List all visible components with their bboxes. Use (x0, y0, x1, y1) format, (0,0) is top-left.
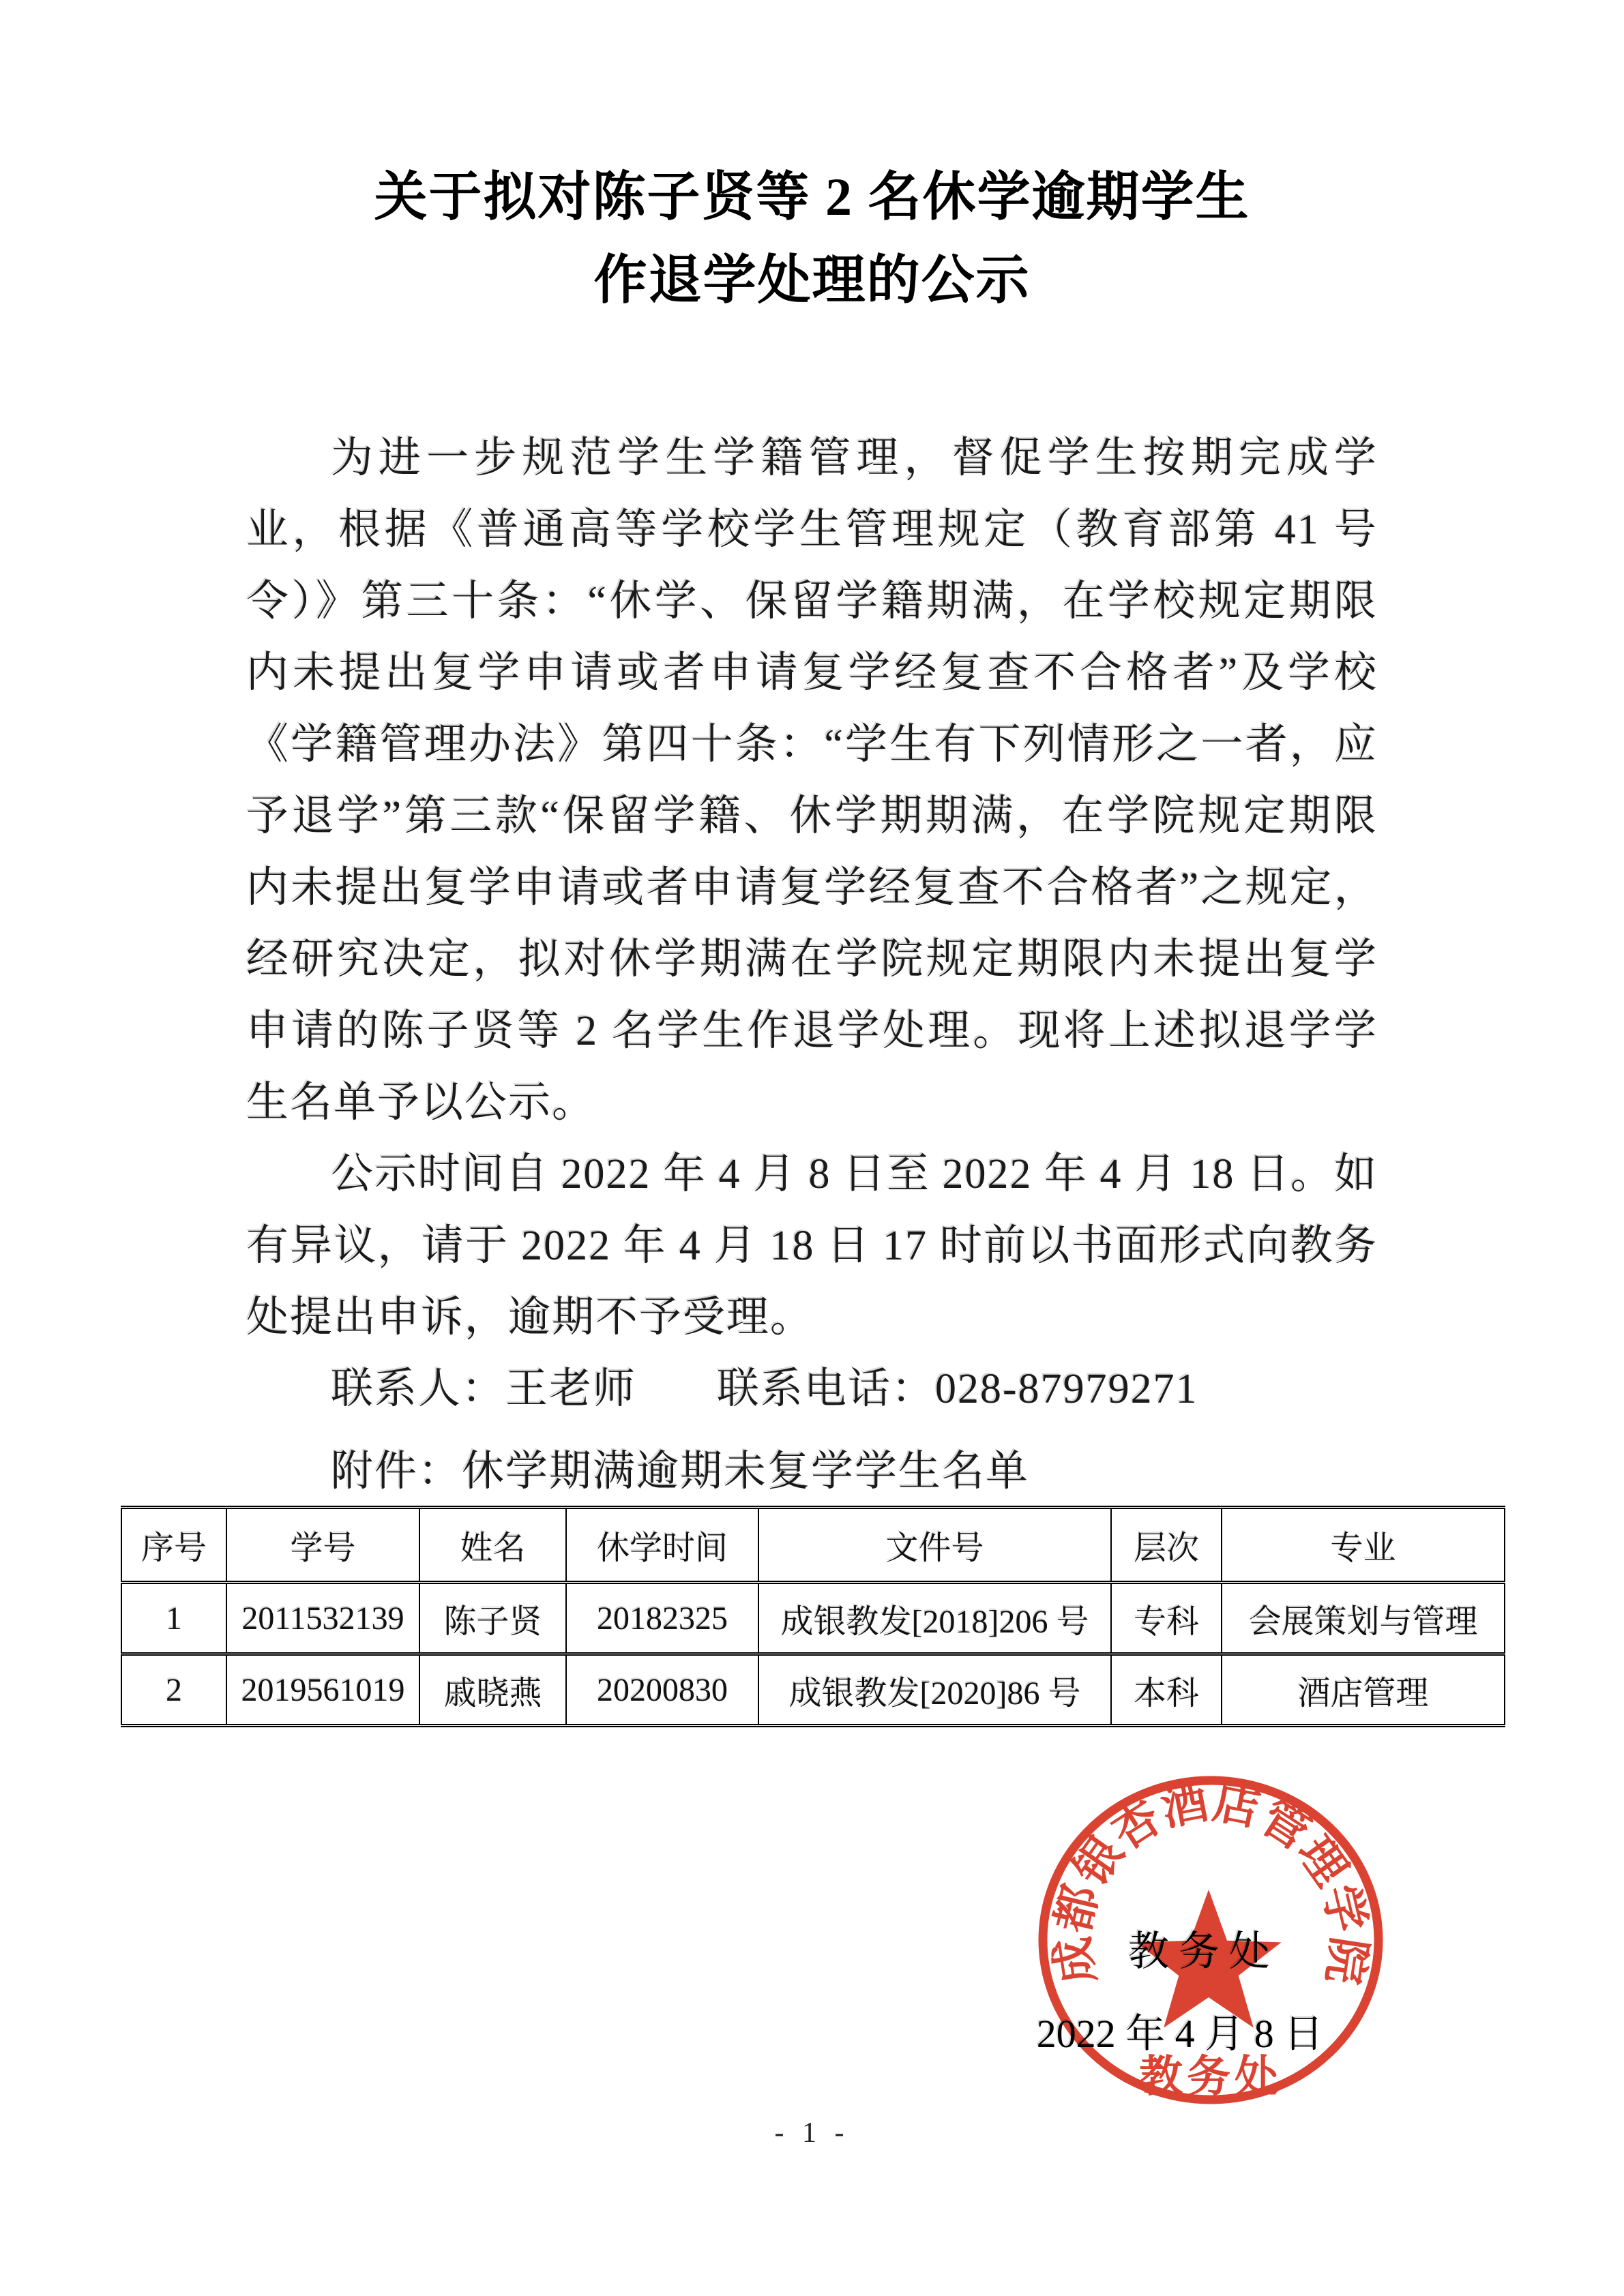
cell-seq: 2 (121, 1654, 226, 1726)
header-seq: 序号 (121, 1508, 226, 1583)
header-major: 专业 (1222, 1508, 1505, 1583)
attachment-line: 附件：休学期满逾期未复学学生名单 (331, 1448, 1030, 1495)
page-title (0, 0, 1624, 322)
cell-name: 戚晓燕 (419, 1654, 566, 1726)
signature-department: 教务处 (1128, 1929, 1280, 1974)
header-doc-number: 文件号 (758, 1508, 1111, 1583)
page-number: - 1 - (774, 2117, 850, 2149)
header-leave-time: 休学时间 (566, 1508, 758, 1583)
header-level: 层次 (1111, 1508, 1222, 1583)
cell-level: 本科 (1111, 1654, 1222, 1726)
contact-phone: 联系电话：028-87979271 (717, 1366, 1198, 1412)
cell-student-id: 2019561019 (226, 1654, 419, 1726)
document-body (246, 423, 1378, 1508)
cell-student-id: 2011532139 (226, 1583, 419, 1654)
cell-major: 酒店管理 (1222, 1654, 1505, 1726)
header-name: 姓名 (419, 1508, 566, 1583)
paragraph-regulations: 为进一步规范学生学籍管理，督促学生按期完成学业，根据《普通高等学校学生管理规定（教育部第 41 号令）》第三十条：“休学、保留学籍期满，在学校规定期限内未提出复学申请或者申请复学经复查不合格者”及学校《学籍管理办法》第四十条：“学生有下列情形之一者，应予退学”第三款“保留学籍、休学期期满，在学院规定期限内未提出复学申请或者申请复学经复查不合格者”之规定，经研究决定，拟对休学期满在学院规定期限内未提出复学申请的陈子贤等 2 名学生作退学处理。现将上述拟退学学生名单予以公示。 (246, 435, 1378, 1126)
cell-doc-number: 成银教发[2018]206 号 (758, 1583, 1111, 1654)
table-header-row (121, 1508, 1505, 1583)
cell-level: 专科 (1111, 1583, 1222, 1654)
stamp-ring-text: 成都银杏酒店管理学院 (1046, 1776, 1376, 1988)
cell-seq: 1 (121, 1583, 226, 1654)
contact-person: 联系人：王老师 (331, 1366, 637, 1412)
table-row (121, 1583, 1505, 1654)
cell-leave-time: 20182325 (566, 1583, 758, 1654)
paragraph-publicity-period: 公示时间自 2022 年 4 月 8 日至 2022 年 4 月 18 日。如有异议，请于 2022 年 4 月 18 日 17 时前以书面形式向教务处提出申诉，逾期不予受理。 (246, 1151, 1378, 1341)
student-list-table (121, 1506, 1505, 1727)
cell-name: 陈子贤 (419, 1583, 566, 1654)
title-line-1: 关于拟对陈子贤等 2 名休学逾期学生 (374, 167, 1250, 226)
title-line-2: 作退学处理的公示 (593, 250, 1031, 310)
cell-leave-time: 20200830 (566, 1654, 758, 1726)
signature-date: 2022 年 4 月 8 日 (1036, 2012, 1324, 2056)
table-row (121, 1654, 1505, 1726)
cell-major: 会展策划与管理 (1222, 1583, 1505, 1654)
cell-doc-number: 成银教发[2020]86 号 (758, 1654, 1111, 1726)
contact-line (246, 1354, 1378, 1425)
stamp-bottom-text: 教务处 (1139, 2053, 1282, 2101)
header-student-id: 学号 (226, 1508, 419, 1583)
